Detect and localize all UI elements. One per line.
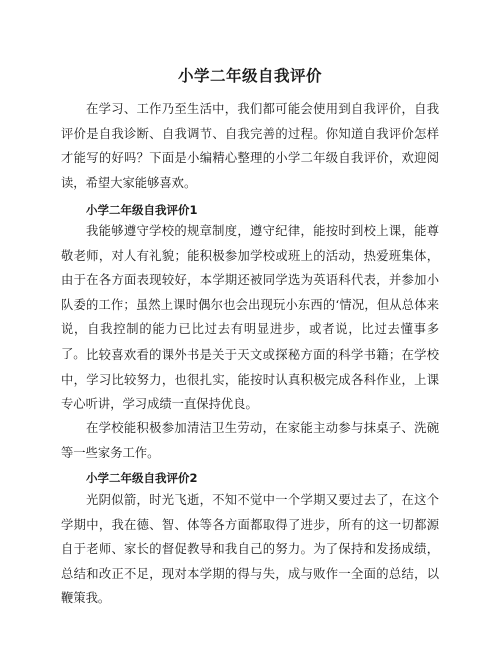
- section-2-paragraph-1: 光阴似箭，时光飞逝，不知不觉中一个学期又要过去了，在这个学期中，我在德、智、体等各方面都取得了进步，所有的这一切都源自于老师、家长的督促教导和我自己的努力。为了保持和发扬成绩，总结和改正不足，现对本学期的得与失，成与败作一全面的总结，以鞭策我。: [61, 493, 439, 606]
- document-title: 小学二年级自我评价: [177, 67, 322, 85]
- section-heading-2: 小学二年级自我评价2: [86, 471, 198, 485]
- intro-paragraph: 在学习、工作乃至生活中，我们都可能会使用到自我评价，自我评价是自我诊断、自我调节、自我完善的过程。你知道自我评价怎样才能写的好吗？下面是小编精心整理的小学二年级自我评价，欢迎阅读，希望大家能够喜欢。: [61, 102, 439, 190]
- section-heading-1: 小学二年级自我评价1: [86, 203, 198, 217]
- section-1-paragraph-1: 我能够遵守学校的规章制度，遵守纪律，能按时到校上课，能尊敬老师，对人有礼貌；能积极参加学校或班上的活动，热爱班集体，由于在各方面表现较好，本学期还被同学选为英语科代表，并参加小队委的工作；虽然上课时偶尔也会出现玩小东西的‘情况，但从总体来说，自我控制的能力已比过去有明显进步，或者说，比过去懂事多了。: [61, 224, 439, 361]
- section-1-paragraph-3: 在学校能积极参加清洁卫生劳动，在家能主动参与抹桌子、洗碗等一些家务工作。: [61, 421, 439, 460]
- section-1-paragraph-2: 比较喜欢看的课外书是关于天文或探秘方面的科学书籍；在学校中，学习比较努力，也很扎实，能按时认真积极完成各科作业，上课专心听讲，学习成绩一直保持优良。: [61, 348, 439, 412]
